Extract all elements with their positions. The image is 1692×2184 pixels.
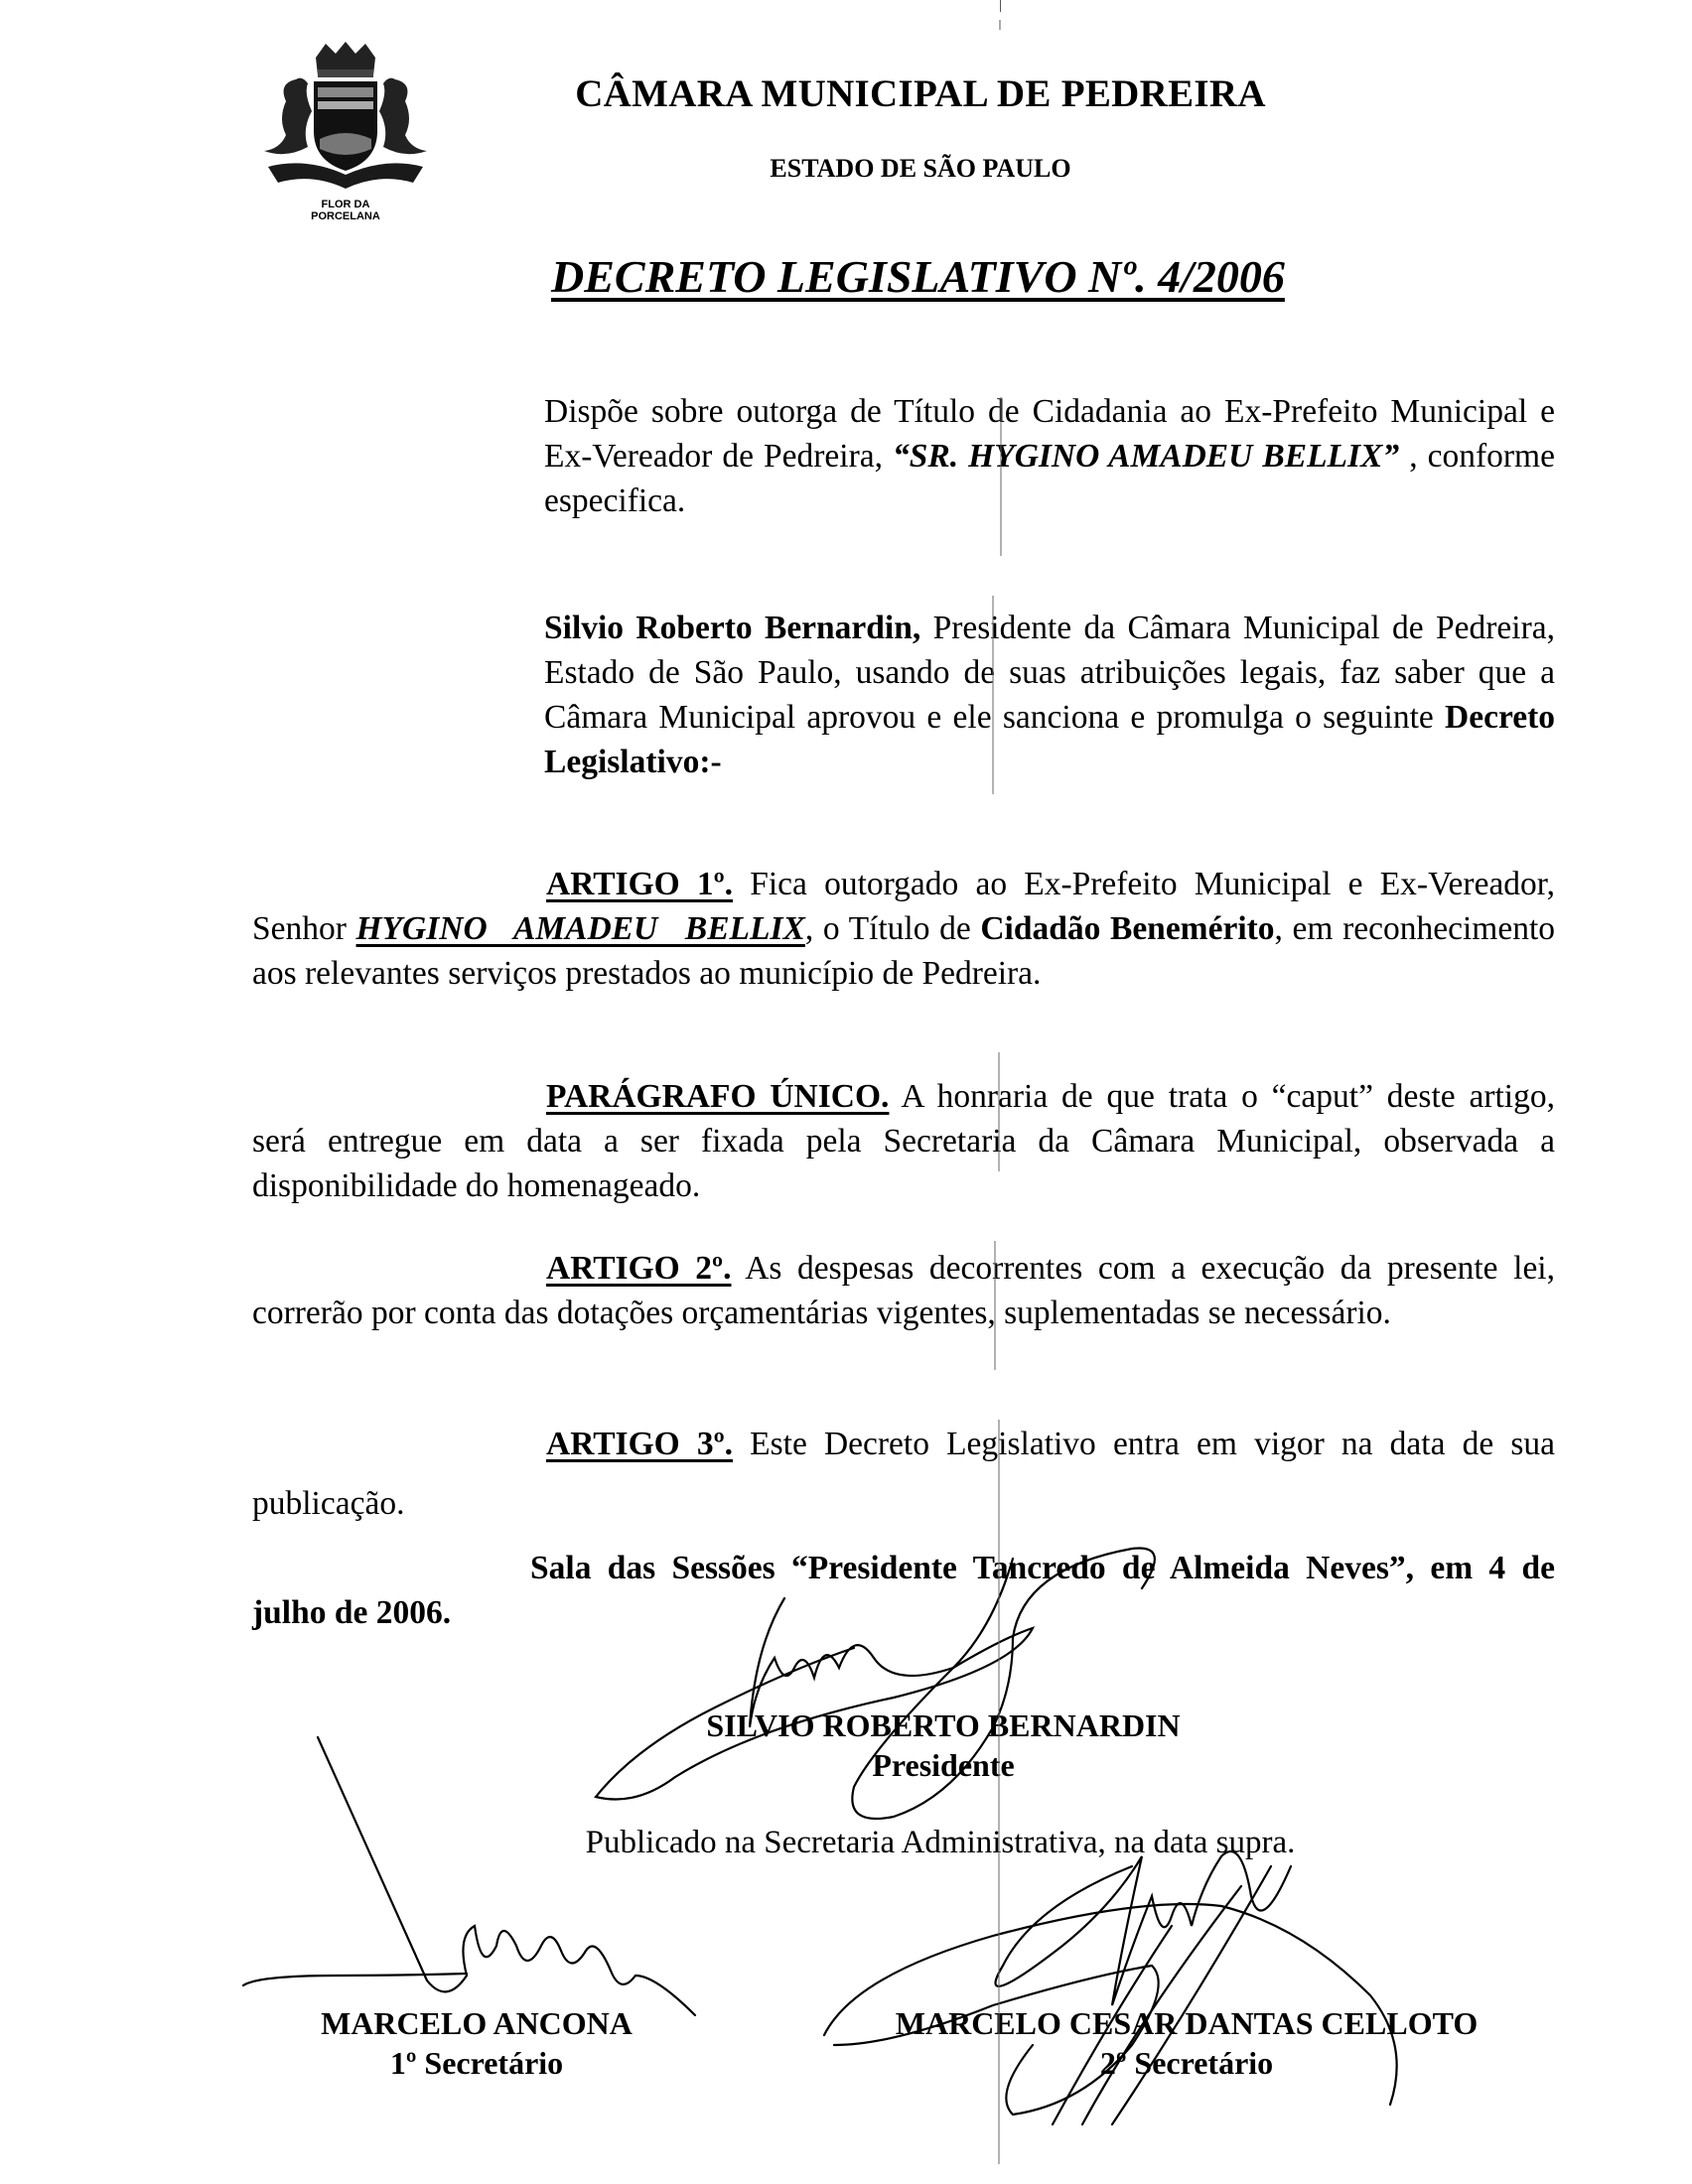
signature-block-first-secretary bbox=[258, 2003, 695, 2083]
closing-text: Sala das Sessões “Presidente Tancredo de Almeida Neves”, em 4 de julho de 2006. bbox=[252, 1550, 1555, 1631]
article-1-text3: , em reconhecimento aos relevantes serviços prestados ao município de Pedreira. bbox=[252, 910, 1555, 992]
signer-name: MARCELO ANCONA bbox=[321, 2005, 633, 2041]
ementa-tail: , conforme especifica. bbox=[544, 438, 1555, 519]
article-1-title-granted: Cidadão Benemérito bbox=[980, 910, 1275, 947]
president-name: Silvio Roberto Bernardin, bbox=[544, 610, 921, 646]
signer-role: 1º Secretário bbox=[389, 2045, 564, 2081]
ementa-honoree-name: “SR. HYGINO AMADEU BELLIX” bbox=[893, 438, 1400, 475]
article-3-label: ARTIGO 3º. bbox=[546, 1426, 734, 1462]
logo-caption-line2: PORCELANA bbox=[311, 210, 380, 222]
signer-name: SILVIO ROBERTO BERNARDIN bbox=[706, 1707, 1181, 1743]
article-2 bbox=[252, 1246, 1555, 1335]
ementa-text: Dispõe sobre outorga de Título de Cidadania ao Ex-Prefeito Municipal e Ex-Vereador de Pedreira, bbox=[544, 393, 1555, 475]
scan-artifact-line bbox=[1000, 0, 1001, 12]
first-secretary-signature-underline bbox=[243, 1974, 467, 1985]
second-secretary-signature-stroke bbox=[996, 1851, 1292, 2005]
article-3 bbox=[252, 1415, 1555, 1534]
signer-role: 2º Secretário bbox=[1099, 2045, 1274, 2081]
preamble-paragraph bbox=[544, 606, 1555, 784]
preamble-text: Presidente da Câmara Municipal de Pedreira, Estado de São Paulo, usando de suas atribuições legais, faz saber que a Câmara Municipal aprovou e ele sanciona e promulga o seguinte bbox=[544, 610, 1555, 736]
ementa-paragraph bbox=[544, 389, 1555, 523]
paragraph-unico bbox=[252, 1074, 1555, 1208]
paragraph-unico-label: PARÁGRAFO ÚNICO. bbox=[546, 1078, 890, 1115]
second-secretary-signature-strikes bbox=[1053, 1866, 1271, 2124]
signature-block-president bbox=[586, 1706, 1301, 1785]
article-3-text: Este Decreto Legislativo entra em vigor na data de sua publicação. bbox=[252, 1426, 1555, 1522]
institution-name: CÂMARA MUNICIPAL DE PEDREIRA bbox=[575, 72, 1266, 115]
state-name: ESTADO DE SÃO PAULO bbox=[770, 154, 1071, 183]
paragraph-unico-text: A honraria de que trata o “caput” deste artigo, será entregue em data a ser fixada pela Secretaria da Câmara Municipal, observada a disponibilidade do homenageado. bbox=[252, 1078, 1555, 1204]
signature-block-second-secretary bbox=[814, 2003, 1559, 2083]
article-1-text2: , o Título de bbox=[804, 910, 981, 947]
decree-term: Decreto Legislativo bbox=[544, 699, 1555, 780]
logo-caption-line1: FLOR DA bbox=[321, 199, 370, 210]
document-title: DECRETO LEGISLATIVO Nº. 4/2006 bbox=[551, 251, 1285, 302]
preamble-tail: :- bbox=[699, 744, 722, 780]
article-2-text: As despesas decorrentes com a execução da presente lei, correrão por conta das dotações orçamentárias vigentes, suplementadas se necessário. bbox=[252, 1250, 1555, 1331]
coat-of-arms-logo bbox=[256, 40, 435, 228]
article-1 bbox=[252, 862, 1555, 996]
article-2-label: ARTIGO 2º. bbox=[546, 1250, 732, 1287]
signer-role: Presidente bbox=[872, 1747, 1015, 1783]
signer-name: MARCELO CESAR DANTAS CELLOTO bbox=[895, 2005, 1479, 2041]
article-1-honoree: HYGINO AMADEU BELLIX bbox=[355, 910, 805, 947]
article-1-text1: Fica outorgado ao Ex-Prefeito Municipal e Ex-Vereador, Senhor bbox=[252, 866, 1555, 947]
published-note: Publicado na Secretaria Administrativa, na data supra. bbox=[585, 1825, 1296, 1860]
article-1-label: ARTIGO 1º. bbox=[546, 866, 734, 902]
closing-session-date bbox=[252, 1546, 1555, 1635]
